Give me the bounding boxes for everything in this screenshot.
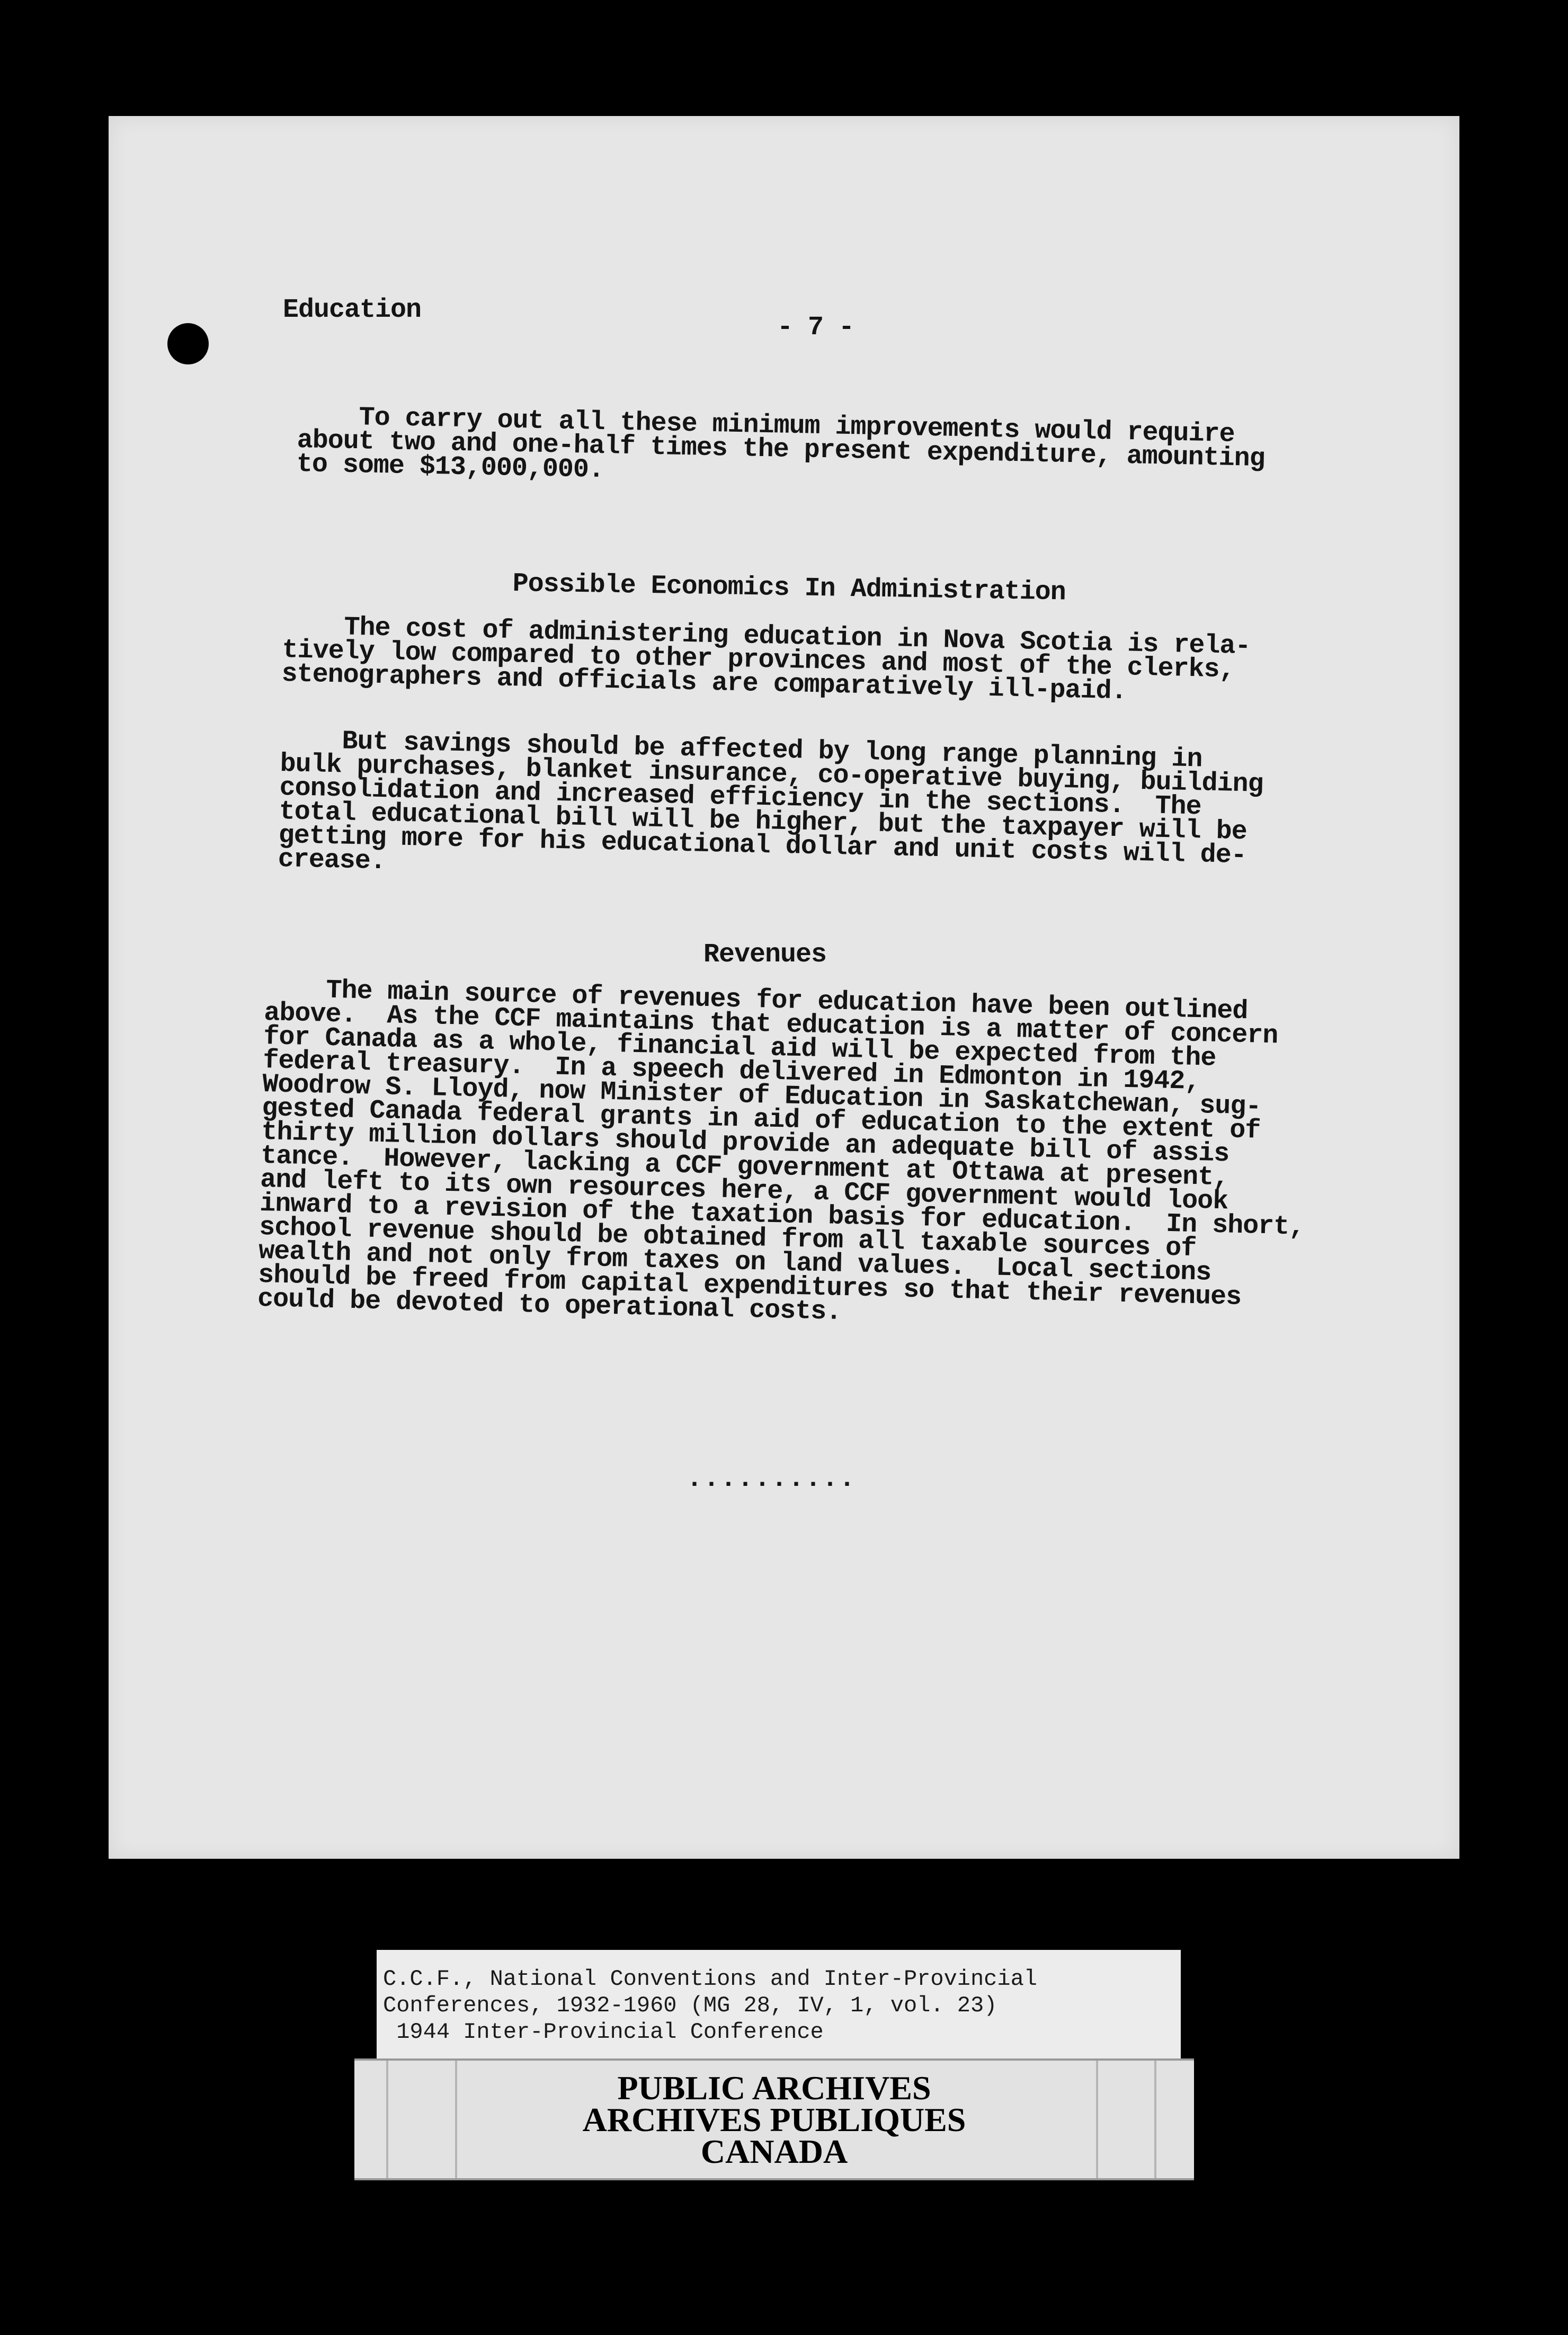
archive-reference-text: C.C.F., National Conventions and Inter-Provincial Conferences, 1932-1960 (MG 28, IV, 1, vol. 23) 1944 Inter-Provincial Conference (383, 1966, 1038, 2045)
paragraph-revenues: The main source of revenues for education have been outlined above. As the CCF maintains that education is a matter of concern for Canada as a whole, financial aid will be expected from the federal treasury. In a speech delivered in Edmonton in 1942, Woodrow S. Lloyd, now Minister of Education in Saskatchewan, sug- gested Canada federal grants in aid of education to the extent of thirty million dollars should provide an adequate bill of assis tance. However, lacking a CCF government at Ottawa at present, and left to its own resources here, a CCF government would look inward to a revision of the taxation basis for education. In short, school revenue should be obtained from all taxable sources of wealth and not only from taxes on land values. Local sections should be freed from capital expenditures so that their revenues could be devoted to operational costs. (257, 974, 1305, 1327)
paragraph-savings: But savings should be affected by long range planning in bulk purchases, blanket insurance, co-operative buying, building consolidation and increased efficiency in the sections. The total educational bill will be higher, but the taxpayer will be getting more for his educational dollar and unit costs will de- crease. (278, 725, 1264, 877)
paragraph-improvements-cost: To carry out all these minimum improvements would require about two and one-half times the present expenditure, amounting to some $13,000,000. (296, 402, 1266, 486)
stamp-text (354, 2069, 1194, 2170)
punch-hole (167, 323, 209, 364)
end-mark: .......... (687, 1464, 857, 1494)
header-section-title: Education (283, 295, 422, 325)
archives-stamp (354, 2058, 1194, 2180)
stamp-line-3: CANADA (700, 2133, 848, 2170)
page-number: - 7 - (777, 313, 854, 343)
heading-economics: Possible Economics In Administration (512, 569, 1066, 608)
heading-revenues: Revenues (703, 940, 827, 970)
archive-reference-label (377, 1950, 1181, 2061)
paragraph-admin-cost: The cost of administering education in Nova Scotia is rela- tively low compared to other provinces and most of the clerks, stenographers and officials are comparatively ill-paid. (281, 611, 1251, 707)
stamp-line-1: PUBLIC ARCHIVES (617, 2069, 931, 2107)
stamp-line-2: ARCHIVES PUBLIQUES (582, 2101, 966, 2138)
